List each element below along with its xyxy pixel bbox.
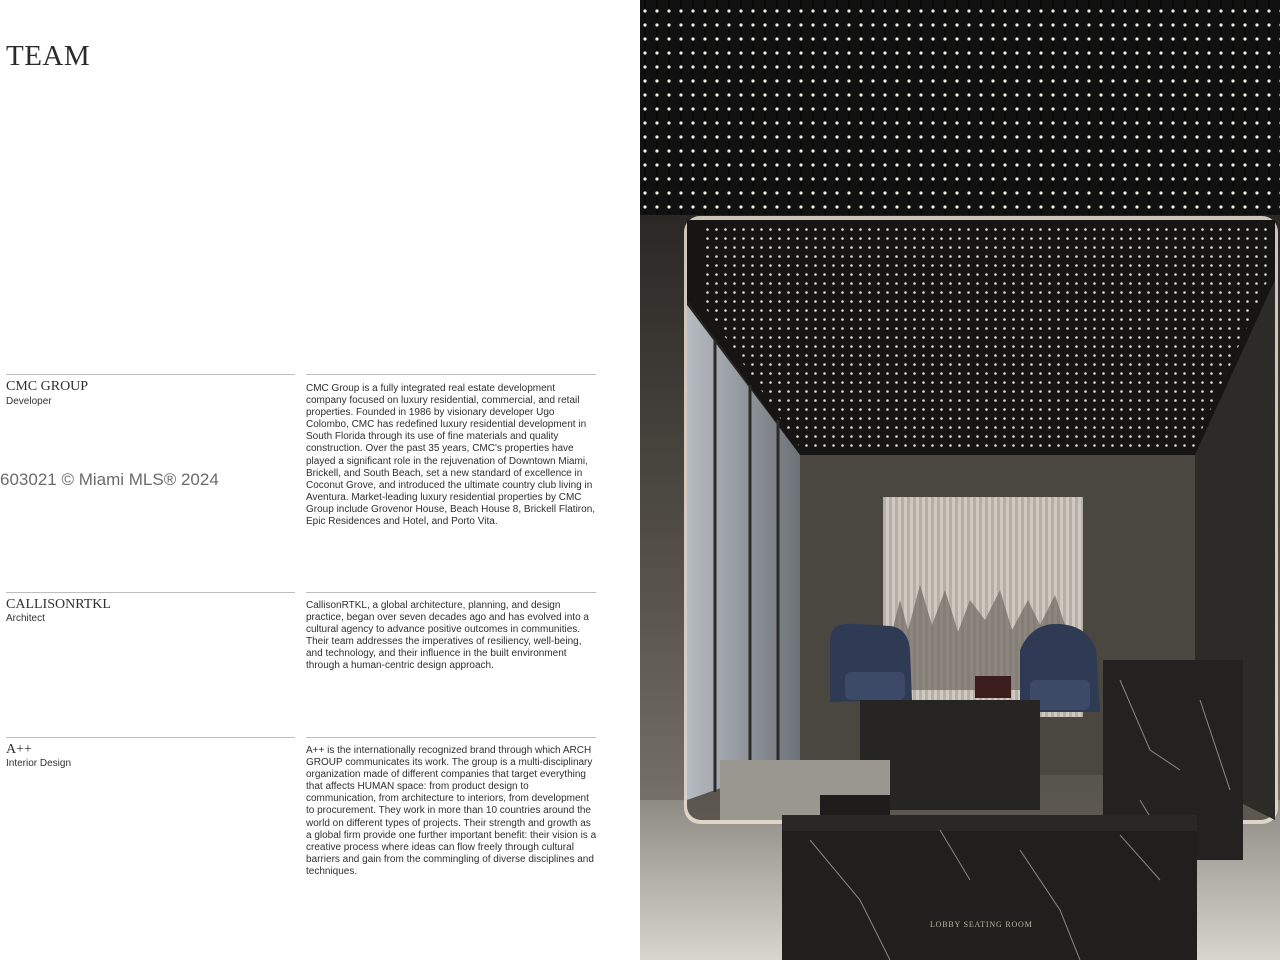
ceiling-lights: [640, 0, 1280, 215]
team-description: A++ is the internationally recognized brand through which ARCH GROUP communicates its work. The group is a multi-disciplinary organization made of different companies that target everything that affects HUMAN space: from product design to communication, from architecture to interiors, from development to procurement. They work in more than 10 countries around the world on different types of projects. Their strength and growth as a global firm provide one further important benefit: their vision is a creative process where ideas can flow freely through cultural barriers and gain from the commingling of diverse disciplines and techniques.: [306, 745, 597, 877]
team-description: CallisonRTKL, a global architecture, planning, and design practice, began over seven decades ago and has evolved into a cultural agency to advance positive outcomes in communities. Their team addresses the imperatives of resiliency, well-being, and technology, and their influence in the built environment through a human-centric design approach.: [306, 600, 589, 672]
team-role: Interior Design: [6, 758, 72, 769]
marble-coffee-table: [782, 815, 1197, 960]
mls-watermark: 603021 © Miami MLS® 2024: [0, 470, 219, 489]
team-name: A++: [6, 742, 32, 757]
team-role: Developer: [6, 396, 52, 407]
divider: [306, 737, 596, 738]
side-table: [975, 676, 1011, 698]
team-role: Architect: [6, 613, 45, 624]
page-title: TEAM: [6, 40, 91, 72]
divider: [6, 737, 295, 738]
divider: [6, 374, 295, 375]
divider: [306, 374, 596, 375]
divider: [6, 592, 295, 593]
lobby-illustration: [640, 0, 1280, 960]
photo-caption: LOBBY SEATING ROOM: [930, 920, 1033, 929]
divider: [306, 592, 596, 593]
team-name: CALLISONRTKL: [6, 597, 111, 612]
team-name: CMC GROUP: [6, 379, 89, 394]
team-description: CMC Group is a fully integrated real estate development company focused on luxury residential, commercial, and retail properties. Founded in 1986 by visionary developer Ugo Colombo, CMC has redefined luxury residential development in South Florida through its use of fine materials and quality construction. Over the past 35 years, CMC's properties have played a significant role in the rejuvenation of Downtown Miami, Brickell, and South Beach, set a new standard of excellence in Coconut Grove, and introduced the ultimate country club living in Aventura. Market-leading luxury residential properties by CMC Group include Grovenor House, Beach House 8, Brickell Flatiron, Epic Residences and Hotel, and Porto Vita.: [306, 383, 596, 528]
inner-ceiling-lights: [700, 224, 1270, 452]
lobby-photo: [640, 0, 1280, 960]
